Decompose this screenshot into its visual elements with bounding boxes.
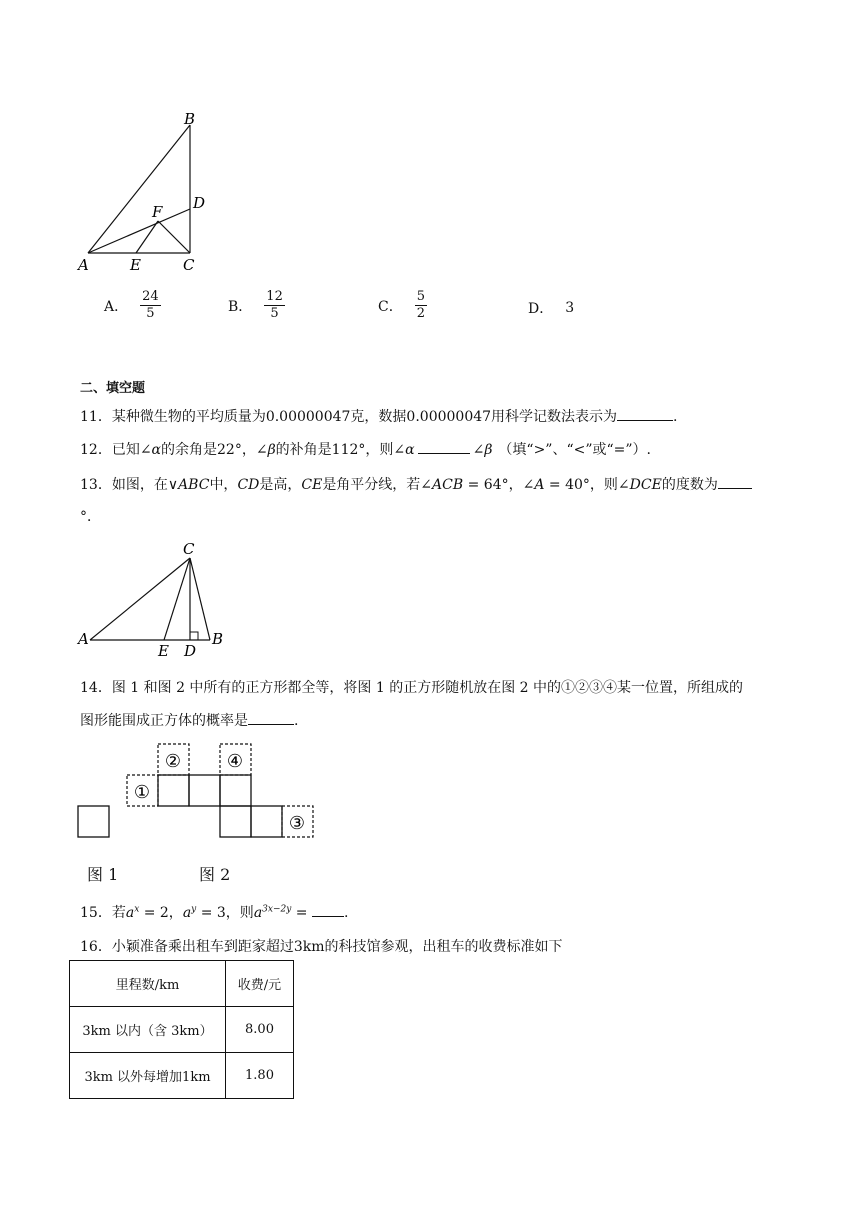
choice-c [378,289,427,322]
q13-text: = 40°，则∠ [544,477,630,493]
answer-blank [718,474,752,489]
numerator: 5 [416,289,425,304]
q11-text: 11．某种微生物的平均质量为0.00000047克，数据0.00000047用科学记数法表示为 [80,409,618,425]
q13-segment: CD [237,477,260,493]
question-14-line1: 14．图 1 和图 2 中所有的正方形都全等，将图 1 的正方形随机放在图 2 中的①②③④某一位置，所组成的 [80,680,744,696]
numerator: 12 [266,289,283,304]
q12-beta: β [484,442,493,458]
choice-letter: D． [528,301,554,317]
label-D: D [193,194,206,212]
q15-base: a [182,905,192,921]
table-cell: 8.00 [226,1007,294,1053]
table-header: 收费/元 [226,961,294,1007]
q13-angle: A [534,477,545,493]
q12-beta: β [267,442,276,458]
circled-3: ③ [288,813,306,834]
fraction [415,289,427,322]
q13-line2: °． [80,509,101,525]
section-title: 二、填空题 [80,381,146,396]
q15-text: = 3，则 [196,905,254,921]
question-15 [80,902,348,922]
table-row [70,1007,294,1053]
figure-caption-1: 图 1 [87,865,119,884]
table-cell: 3km 以外每增加1km [70,1053,226,1099]
label-C: C [183,256,195,274]
choice-letter: A． [104,298,129,315]
q13-triangle: ABC [178,477,210,493]
label-C: C [183,540,195,558]
q12-text: 12．已知∠ [80,442,152,458]
choice-a [104,289,161,322]
q12-text: ∠ [472,442,485,458]
question-13 [80,474,752,494]
q13-text: 13．如图，在∨ [80,477,179,493]
q15-exponent: y [191,904,197,915]
q13-angle: ACB [432,477,464,493]
question-12 [80,439,651,459]
circled-4: ④ [226,751,244,772]
denominator: 5 [146,306,155,321]
label-A: A [78,256,89,274]
q11-end: . [673,409,678,425]
table-header: 里程数/km [70,961,226,1007]
numerator: 24 [142,289,159,304]
q15-exponent: x [134,904,140,915]
circled-2: ② [164,751,182,772]
question-14-line2 [80,710,298,730]
choice-letter: C． [378,298,403,315]
label-E: E [158,642,169,660]
table-cell: 1.80 [226,1053,294,1099]
q14-text: 图形能围成正方体的概率是 [80,713,248,729]
q13-text: 中， [209,477,238,493]
q13-segment: CE [301,477,323,493]
answer-blank [312,902,344,917]
label-E: E [130,256,141,274]
table-header-row [70,961,294,1007]
choice-d [528,298,574,318]
q13-text: 的度数为 [661,477,718,493]
triangle-figure-q10 [70,105,220,275]
denominator: 5 [270,306,279,321]
q12-alpha: α [151,442,162,458]
label-B: B [184,110,196,128]
q15-text: = [291,905,312,921]
fraction [140,289,161,322]
q15-base: a [253,905,263,921]
q13-angle: DCE [629,477,662,493]
fraction [264,289,285,322]
choice-value: 3 [565,300,575,316]
choice-letter: B． [228,298,253,315]
cube-net-figure [74,738,324,842]
question-16: 16．小颖准备乘出租车到距家超过3km的科技馆参观，出租车的收费标准如下 [80,939,563,955]
answer-blank [248,710,294,725]
q13-text: = 64°，∠ [463,477,535,493]
q15-text: = 2， [139,905,183,921]
label-B: B [212,630,224,648]
q15-text: 15．若 [80,905,126,921]
q13-text: 是高， [259,477,302,493]
q12-text: 的补角是112°，则∠ [275,442,406,458]
choice-b [228,289,285,322]
q12-alpha: α [405,442,415,458]
label-D: D [184,642,197,660]
answer-blank [418,439,470,454]
q13-text: 是角平分线，若∠ [322,477,433,493]
q12-text: （填“>”、“<”或“=”）. [498,442,651,458]
table-cell: 3km 以内（含 3km） [70,1007,226,1053]
q15-base: a [125,905,135,921]
denominator: 2 [416,306,425,321]
q15-exponent: 3x−2y [262,904,292,915]
answer-blank [617,406,673,421]
triangle-figure-q13 [74,538,234,662]
label-A: A [78,630,89,648]
q14-end: . [294,713,299,729]
question-11 [80,406,678,426]
q15-end: . [343,905,349,921]
fee-table [69,960,294,1099]
q12-text: 的余角是22°，∠ [161,442,268,458]
table-row [70,1053,294,1099]
label-F: F [152,203,163,221]
circled-1: ① [133,782,151,803]
figure-caption-2: 图 2 [199,865,231,884]
